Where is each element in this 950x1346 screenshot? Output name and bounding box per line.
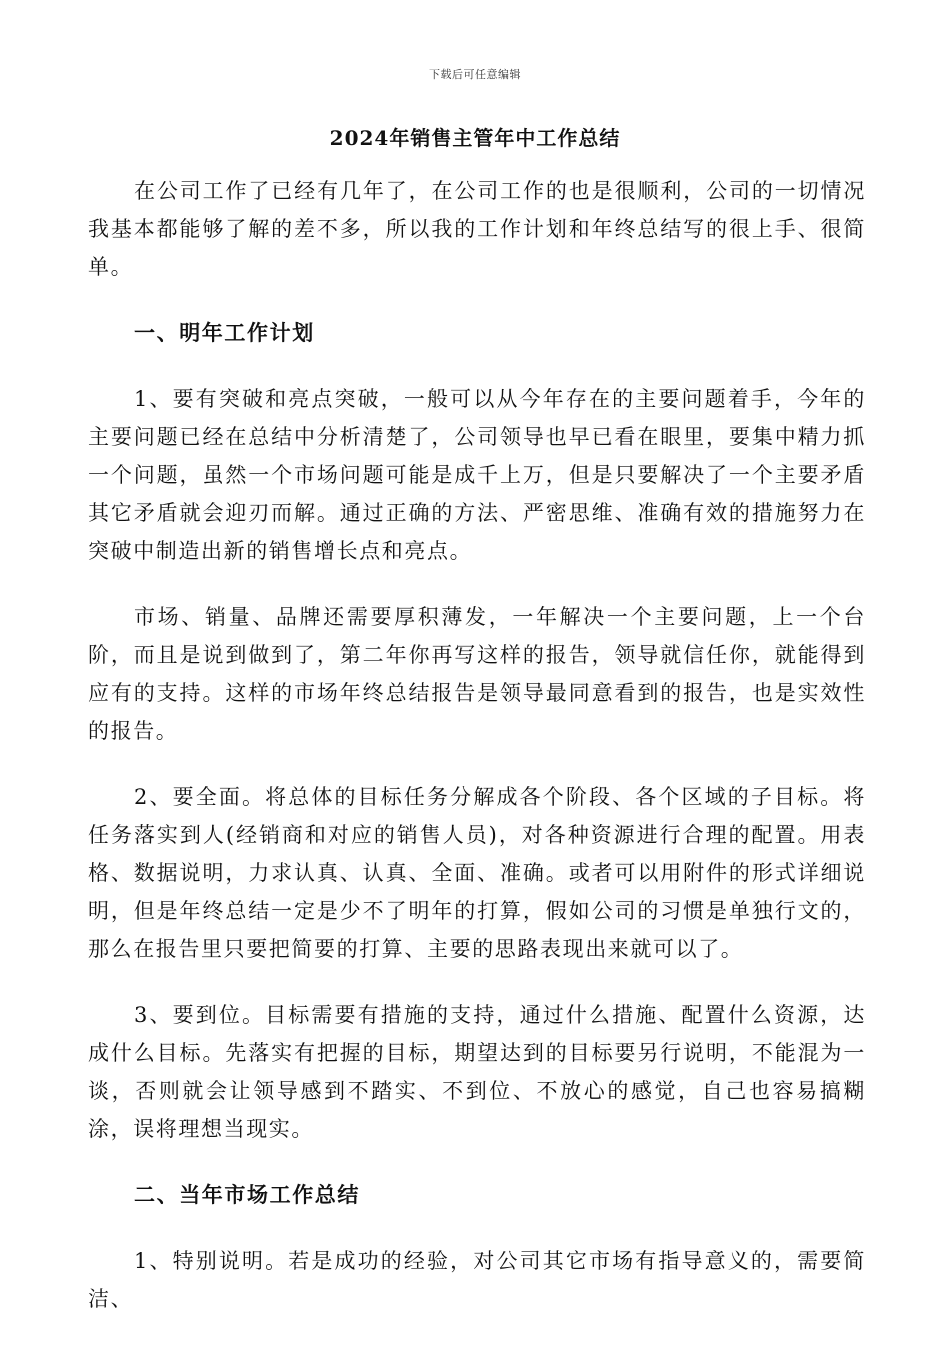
summary-paragraph-1: 1、特别说明。若是成功的经验，对公司其它市场有指导意义的，需要简洁、: [88, 1249, 866, 1311]
plan-paragraph-2: 市场、销量、品牌还需要厚积薄发，一年解决一个主要问题，上一个台阶，而且是说到做到了，第二年你再写这样的报告，领导就信任你，就能得到应有的支持。这样的市场年终总结报告是领导最同意看到的报告，也是实效性的报告。: [88, 605, 866, 743]
plan-paragraph-1: 1、要有突破和亮点突破，一般可以从今年存在的主要问题着手，今年的主要问题已经在总结中分析清楚了，公司领导也早已看在眼里，要集中精力抓一个问题，虽然一个市场问题可能是成千上万，但是只要解决了一个主要矛盾其它矛盾就会迎刃而解。通过正确的方法、严密思维、准确有效的措施努力在突破中制造出新的销售增长点和亮点。: [88, 387, 866, 563]
plan-paragraph-3: 2、要全面。将总体的目标任务分解成各个阶段、各个区域的子目标。将任务落实到人(经销商和对应的销售人员)，对各种资源进行合理的配置。用表格、数据说明，力求认真、认真、全面、准确。或者可以用附件的形式详细说明，但是年终总结一定是少不了明年的打算，假如公司的习惯是单独行文的，那么在报告里只要把简要的打算、主要的思路表现出来就可以了。: [88, 785, 866, 961]
section-heading-next-year-plan: 一、明年工作计划: [134, 320, 315, 345]
section-heading-market-summary: 二、当年市场工作总结: [134, 1182, 360, 1207]
document-body: [88, 172, 866, 1346]
intro-paragraph: 在公司工作了已经有几年了，在公司工作的也是很顺利，公司的一切情况我基本都能够了解的差不多，所以我的工作计划和年终总结写的很上手、很简单。: [88, 179, 866, 279]
document-title: 2024年销售主管年中工作总结: [329, 126, 621, 150]
plan-paragraph-4: 3、要到位。目标需要有措施的支持，通过什么措施、配置什么资源，达成什么目标。先落实有把握的目标，期望达到的目标要另行说明，不能混为一谈，否则就会让领导感到不踏实、不到位、不放心的感觉，自己也容易搞糊涂，误将理想当现实。: [88, 1003, 866, 1141]
download-note: 下载后可任意编辑: [429, 68, 521, 81]
